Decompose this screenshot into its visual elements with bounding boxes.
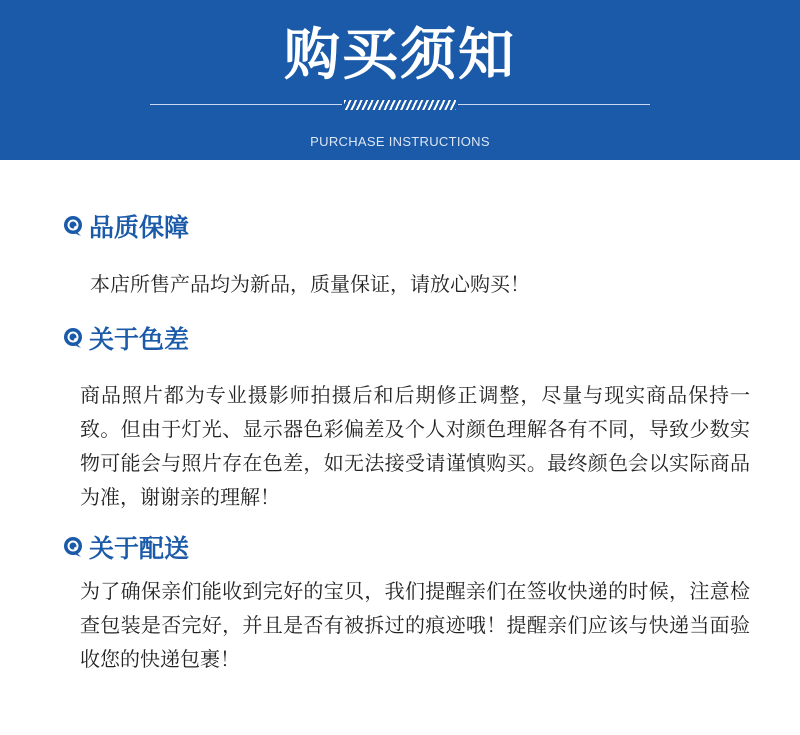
- page-subtitle: PURCHASE INSTRUCTIONS: [310, 134, 490, 149]
- q-bubble-icon: [62, 327, 84, 349]
- section-title-label: 关于配送: [89, 534, 190, 563]
- section-body-quality: 本店所售产品均为新品，质量保证，请放心购买！: [90, 272, 530, 296]
- header-divider-left: [150, 104, 342, 105]
- section-title-quality: [62, 206, 189, 246]
- section-body-delivery: 为了确保亲们能收到完好的宝贝，我们提醒亲们在签收快递的时候，注意检查包装是否完好，并且是否有被拆过的痕迹哦！提醒亲们应该与快递当面验收您的快递包裹！: [80, 579, 750, 671]
- page-title: 购买须知: [284, 23, 516, 88]
- header-banner: [0, 0, 800, 160]
- section-body-color: 商品照片都为专业摄影师拍摄后和后期修正调整，尽量与现实商品保持一致。但由于灯光、显示器色彩偏差及个人对颜色理解各有不同，导致少数实物可能会与照片存在色差，如无法接受请谨慎购买。最终颜色会以实际商品为准，谢谢亲的理解！: [80, 383, 750, 509]
- section-title-label: 品质保障: [89, 213, 190, 242]
- q-bubble-icon: [62, 536, 84, 558]
- section-title-delivery: [62, 527, 189, 567]
- q-bubble-icon: [62, 215, 84, 237]
- section-title-color: [62, 318, 189, 358]
- header-divider-right: [458, 104, 650, 105]
- section-title-label: 关于色差: [89, 325, 190, 354]
- header-hatch-ornament: [344, 100, 456, 110]
